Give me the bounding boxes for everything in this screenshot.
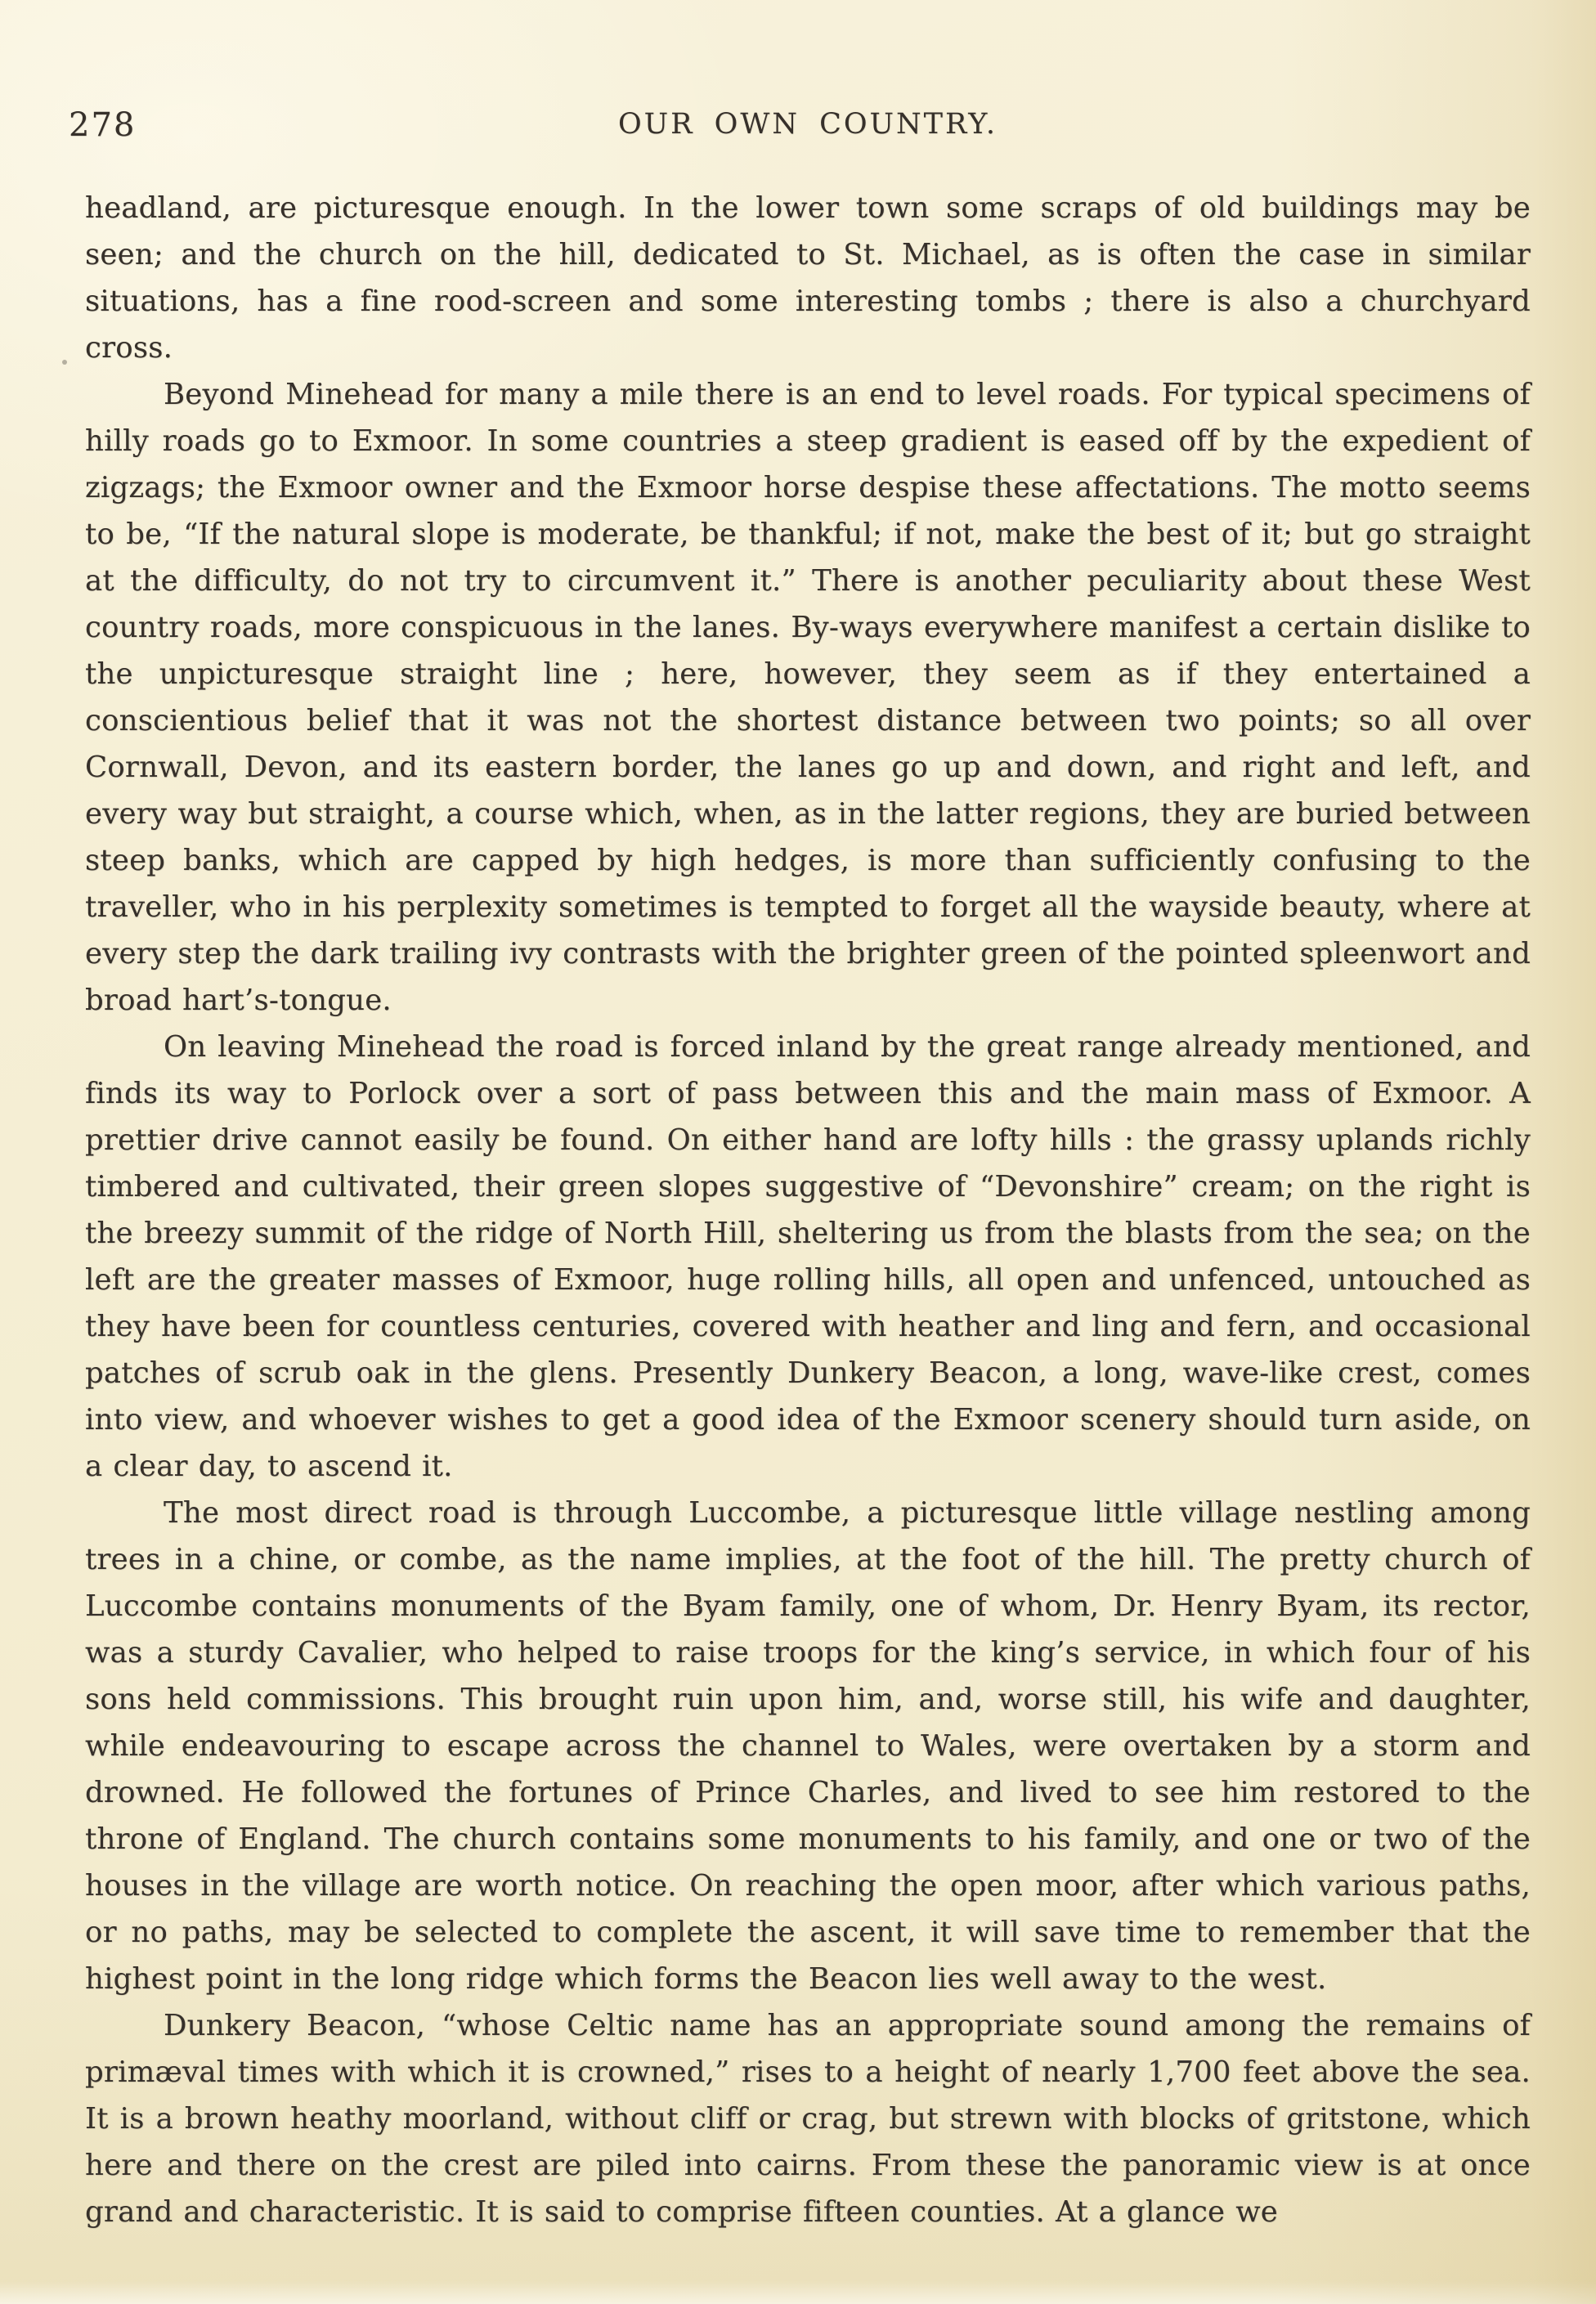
paragraph-continuation: headland, are picturesque enough. In the lower town some scraps of old buildings may be seen; and the church on the hill, dedicated to St. Michael, as is often the case in similar situations, has a fine rood-screen and some interesting tombs ; there is also a churchyard cross. xyxy=(85,191,1531,365)
page-header xyxy=(69,105,1531,144)
paragraph-luccombe: The most direct road is through Luccombe, a picturesque little village nestling among trees in a chine, or combe, as the name implies, at the foot of the hill. The pretty church of Luccombe contains monuments of the Byam family, one of whom, Dr. Henry Byam, its rector, was a sturdy Cavalier, who helped to raise troops for the king’s service, in which four of his sons held commissions. This brought ruin upon him, and, worse still, his wife and daughter, while endeavouring to escape across the channel to Wales, were overtaken by a storm and drowned. He followed the fortunes of Prince Charles, and lived to see him restored to the throne of England. The church contains some monuments to his family, and one or two of the houses in the village are worth notice. On reaching the open moor, after which various paths, or no paths, may be selected to complete the ascent, it will save time to remember that the highest point in the long ridge which forms the Beacon lies well away to the west. xyxy=(85,1496,1531,1996)
page-number: 278 xyxy=(69,106,137,144)
running-title: OUR OWN COUNTRY. xyxy=(617,108,998,141)
ink-speck-artifact xyxy=(62,360,67,365)
body-text xyxy=(85,185,1531,2235)
paragraph-leaving-minehead: On leaving Minehead the road is forced inland by the great range already mentioned, and finds its way to Porlock over a sort of pass between this and the main mass of Exmoor. A prettier drive cannot easily be found. On either hand are lofty hills : the grassy uplands richly timbered and cultivated, their green slopes suggestive of “Devonshire” cream; on the right is the breezy summit of the ridge of North Hill, sheltering us from the blasts from the sea; on the left are the greater masses of Exmoor, huge rolling hills, all open and unfenced, untouched as they have been for countless centuries, covered with heather and ling and fern, and occasional patches of scrub oak in the glens. Presently Dunkery Beacon, a long, wave-like crest, comes into view, and whoever wishes to get a good idea of the Exmoor scenery should turn aside, on a clear day, to ascend it. xyxy=(85,1030,1531,1483)
paragraph-beyond-minehead: Beyond Minehead for many a mile there is an end to level roads. For typical specimens of hilly roads go to Exmoor. In some countries a steep gradient is eased off by the expedient of zigzags; the Exmoor owner and the Exmoor horse despise these affectations. The motto seems to be, “If the natural slope is moderate, be thankful; if not, make the best of it; but go straight at the difficulty, do not try to circumvent it.” There is another peculiarity about these West country roads, more conspicuous in the lanes. By-ways everywhere manifest a certain dislike to the unpicturesque straight line ; here, however, they seem as if they entertained a conscientious belief that it was not the shortest distance between two points; so all over Cornwall, Devon, and its eastern border, the lanes go up and down, and right and left, and every way but straight, a course which, when, as in the latter regions, they are buried between steep banks, which are capped by high hedges, is more than sufficiently confusing to the traveller, who in his perplexity sometimes is tempted to forget all the wayside beauty, where at every step the dark trailing ivy contrasts with the brighter green of the pointed spleenwort and broad hart’s-tongue. xyxy=(85,378,1531,1017)
paragraph-dunkery-beacon: Dunkery Beacon, “whose Celtic name has an appropriate sound among the remains of primæval times with which it is crowned,” rises to a height of nearly 1,700 feet above the sea. It is a brown heathy moorland, without cliff or crag, but strewn with blocks of gritstone, which here and there on the crest are piled into cairns. From these the panoramic view is at once grand and characteristic. It is said to comprise fifteen counties. At a glance we xyxy=(85,2009,1531,2229)
